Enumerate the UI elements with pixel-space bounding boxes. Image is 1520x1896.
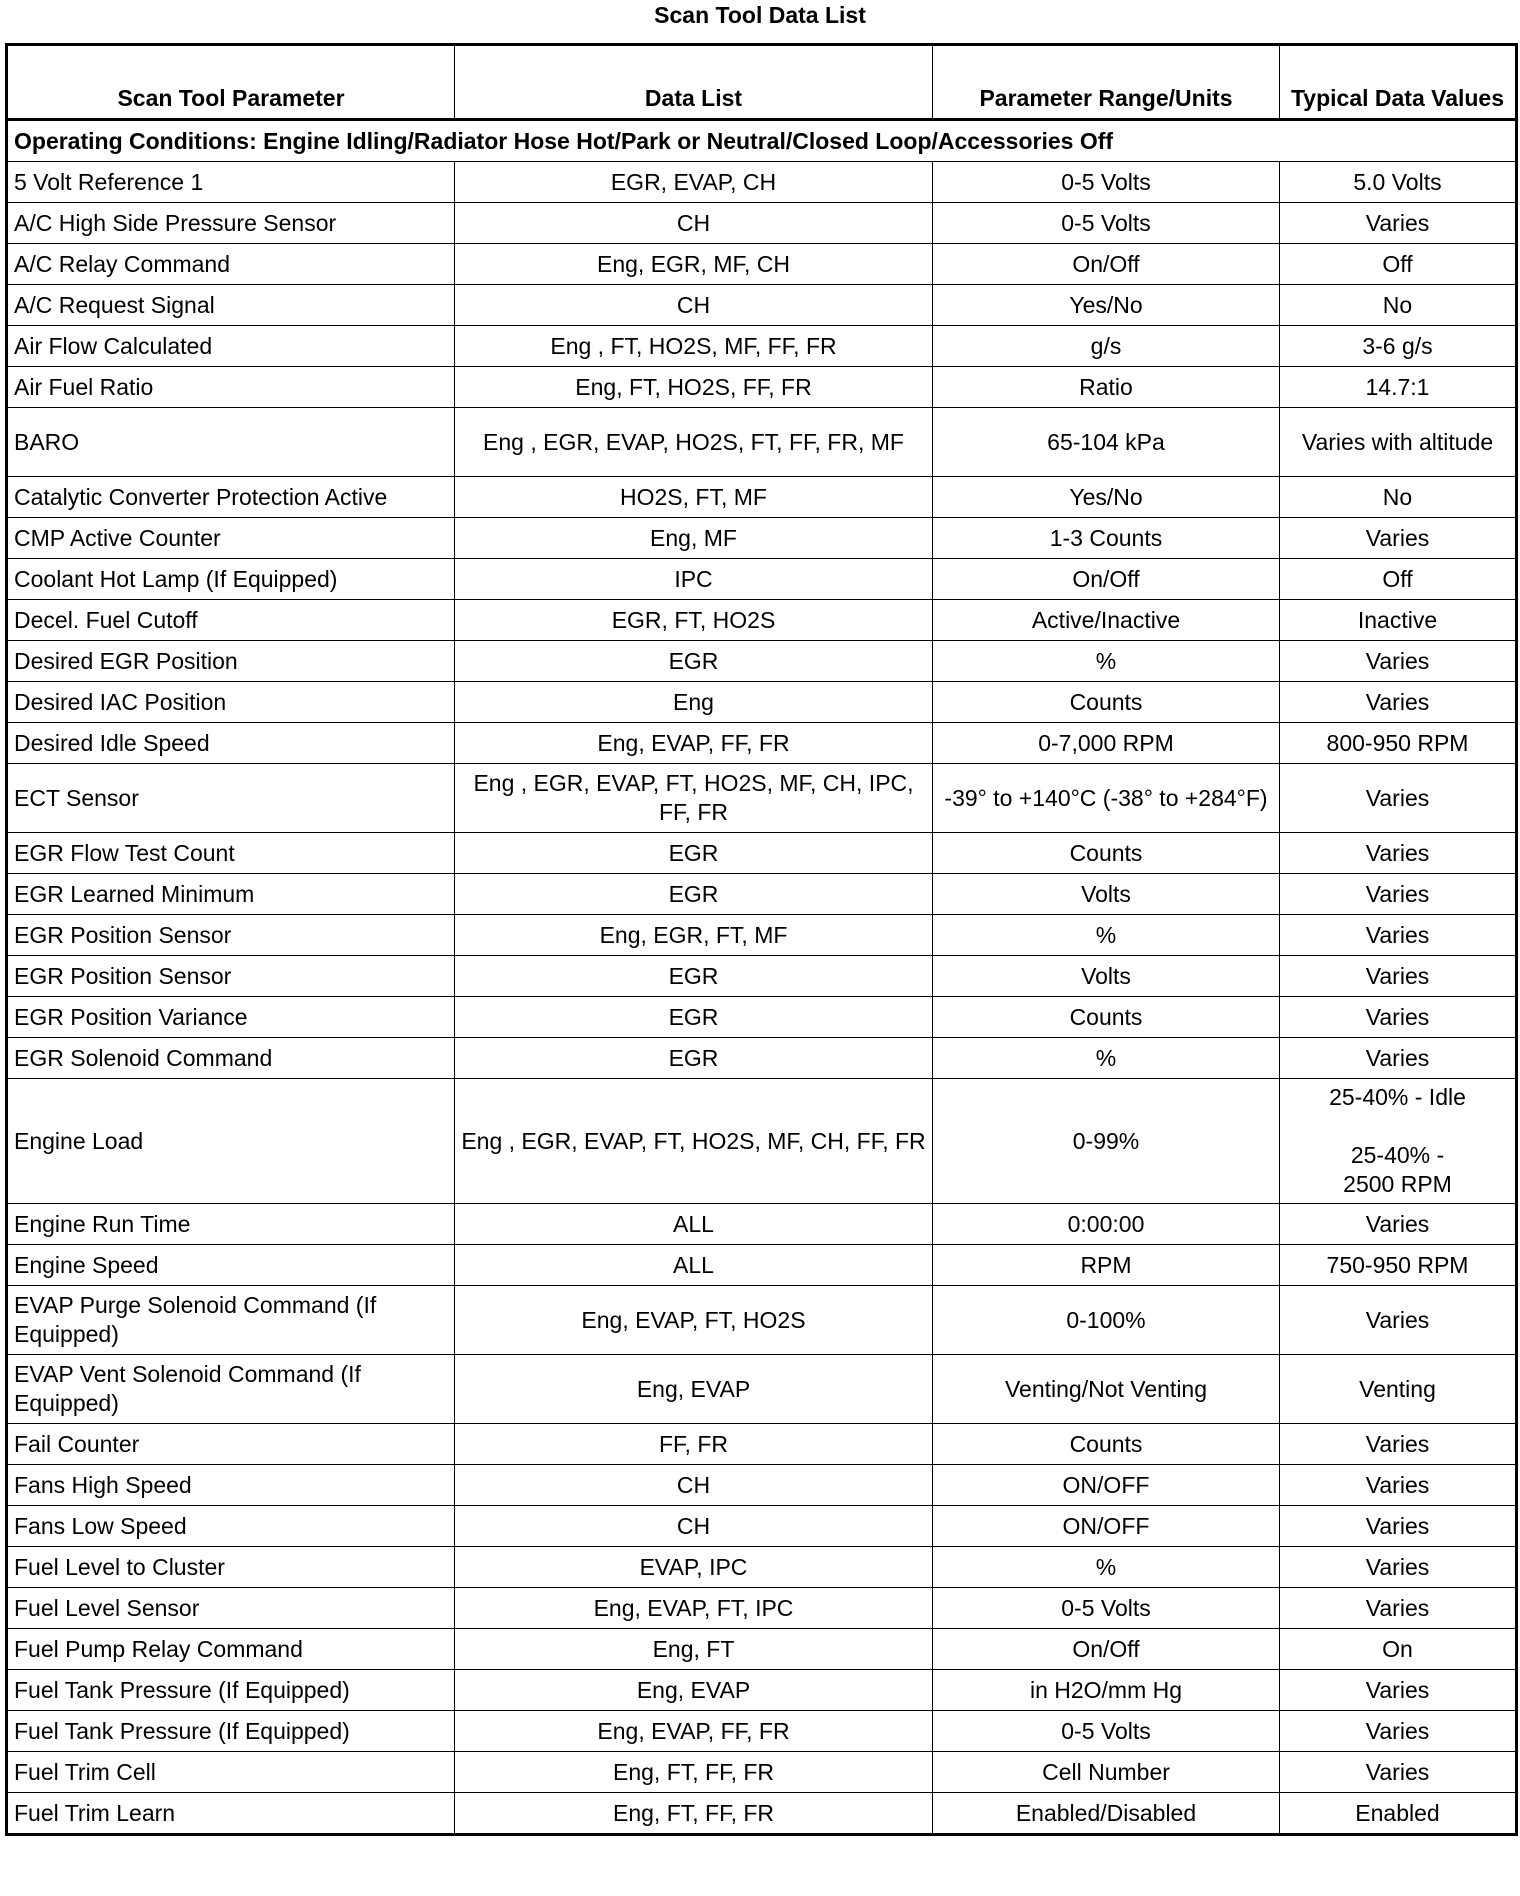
typical-value-line: 25-40% - <box>1350 1142 1445 1168</box>
data-list-cell: Eng, EVAP, FF, FR <box>455 723 933 764</box>
data-list-cell: EGR <box>455 874 933 915</box>
typical-value-cell: Varies <box>1280 682 1517 723</box>
data-list-cell: EGR <box>455 1038 933 1079</box>
table-row <box>7 559 1517 600</box>
column-header-range-units: Parameter Range/Units <box>933 45 1280 120</box>
data-list-cell: Eng , EGR, EVAP, HO2S, FT, FF, FR, MF <box>455 408 933 477</box>
typical-value-cell: Varies <box>1280 1752 1517 1793</box>
typical-value-cell: Varies with altitude <box>1280 408 1517 477</box>
table-row <box>7 244 1517 285</box>
data-list-cell: Eng , EGR, EVAP, FT, HO2S, MF, CH, FF, FR <box>455 1079 933 1204</box>
data-list-cell: Eng, FT, FF, FR <box>455 1752 933 1793</box>
header-row <box>7 45 1517 120</box>
range-units-cell: 0-100% <box>933 1286 1280 1355</box>
parameter-cell: A/C Request Signal <box>7 285 455 326</box>
range-units-cell: Counts <box>933 1424 1280 1465</box>
typical-value-cell: Varies <box>1280 997 1517 1038</box>
typical-value-cell: 5.0 Volts <box>1280 162 1517 203</box>
parameter-cell: Fans Low Speed <box>7 1506 455 1547</box>
typical-value-cell: Varies <box>1280 1286 1517 1355</box>
parameter-cell: Fuel Level to Cluster <box>7 1547 455 1588</box>
range-units-cell: Venting/Not Venting <box>933 1355 1280 1424</box>
data-list-cell: EVAP, IPC <box>455 1547 933 1588</box>
parameter-cell: Engine Speed <box>7 1245 455 1286</box>
table-row <box>7 1588 1517 1629</box>
table-row <box>7 162 1517 203</box>
typical-value-line: 2500 RPM <box>1343 1171 1452 1197</box>
parameter-cell: ECT Sensor <box>7 764 455 833</box>
parameter-cell: EGR Position Variance <box>7 997 455 1038</box>
typical-value-cell: Varies <box>1280 915 1517 956</box>
parameter-cell: BARO <box>7 408 455 477</box>
table-body <box>7 120 1517 1835</box>
parameter-cell: Desired Idle Speed <box>7 723 455 764</box>
data-list-cell: Eng, EGR, FT, MF <box>455 915 933 956</box>
range-units-cell: On/Off <box>933 244 1280 285</box>
column-header-data-list: Data List <box>455 45 933 120</box>
data-list-cell: EGR <box>455 997 933 1038</box>
parameter-cell: Fuel Level Sensor <box>7 1588 455 1629</box>
table-row <box>7 833 1517 874</box>
parameter-cell: EVAP Vent Solenoid Command (If Equipped) <box>7 1355 455 1424</box>
table-row <box>7 1038 1517 1079</box>
range-units-cell: Active/Inactive <box>933 600 1280 641</box>
range-units-cell: -39° to +140°C (-38° to +284°F) <box>933 764 1280 833</box>
data-list-cell: Eng, EVAP <box>455 1670 933 1711</box>
parameter-cell: A/C Relay Command <box>7 244 455 285</box>
data-list-cell: CH <box>455 1506 933 1547</box>
range-units-cell: 0:00:00 <box>933 1204 1280 1245</box>
data-list-cell: EGR <box>455 833 933 874</box>
table-row <box>7 1424 1517 1465</box>
table-row <box>7 1793 1517 1835</box>
parameter-cell: EGR Flow Test Count <box>7 833 455 874</box>
data-list-cell: EGR <box>455 641 933 682</box>
range-units-cell: RPM <box>933 1245 1280 1286</box>
data-list-cell: ALL <box>455 1245 933 1286</box>
range-units-cell: Counts <box>933 997 1280 1038</box>
range-units-cell: Ratio <box>933 367 1280 408</box>
typical-value-cell: 800-950 RPM <box>1280 723 1517 764</box>
range-units-cell: Volts <box>933 956 1280 997</box>
parameter-cell: Fans High Speed <box>7 1465 455 1506</box>
table-row <box>7 600 1517 641</box>
table-row <box>7 477 1517 518</box>
typical-value-cell: Varies <box>1280 641 1517 682</box>
data-list-cell: Eng, FT <box>455 1629 933 1670</box>
parameter-cell: Engine Load <box>7 1079 455 1204</box>
typical-value-cell: Varies <box>1280 518 1517 559</box>
table-row <box>7 367 1517 408</box>
range-units-cell: 0-5 Volts <box>933 1588 1280 1629</box>
range-units-cell: g/s <box>933 326 1280 367</box>
data-list-cell: Eng , FT, HO2S, MF, FF, FR <box>455 326 933 367</box>
range-units-cell: 1-3 Counts <box>933 518 1280 559</box>
typical-value-cell: Varies <box>1280 1588 1517 1629</box>
range-units-cell: Counts <box>933 833 1280 874</box>
table-row <box>7 1465 1517 1506</box>
data-list-cell: Eng, EVAP <box>455 1355 933 1424</box>
typical-value-cell: Off <box>1280 244 1517 285</box>
typical-value-cell: Varies <box>1280 1506 1517 1547</box>
parameter-cell: EVAP Purge Solenoid Command (If Equipped) <box>7 1286 455 1355</box>
data-list-cell: CH <box>455 285 933 326</box>
range-units-cell: 0-5 Volts <box>933 162 1280 203</box>
typical-value-cell: No <box>1280 477 1517 518</box>
table-row <box>7 764 1517 833</box>
document-title: Scan Tool Data List <box>654 2 866 28</box>
range-units-cell: in H2O/mm Hg <box>933 1670 1280 1711</box>
typical-value-cell: 750-950 RPM <box>1280 1245 1517 1286</box>
parameter-cell: Fuel Tank Pressure (If Equipped) <box>7 1670 455 1711</box>
range-units-cell: ON/OFF <box>933 1465 1280 1506</box>
range-units-cell: Counts <box>933 682 1280 723</box>
range-units-cell: % <box>933 1038 1280 1079</box>
range-units-cell: Yes/No <box>933 477 1280 518</box>
parameter-cell: Desired EGR Position <box>7 641 455 682</box>
parameter-cell: Fail Counter <box>7 1424 455 1465</box>
data-list-cell: Eng, MF <box>455 518 933 559</box>
data-list-cell: Eng, FT, FF, FR <box>455 1793 933 1835</box>
table-row <box>7 641 1517 682</box>
parameter-cell: A/C High Side Pressure Sensor <box>7 203 455 244</box>
table-row <box>7 915 1517 956</box>
typical-value-cell: Varies <box>1280 1038 1517 1079</box>
range-units-cell: Enabled/Disabled <box>933 1793 1280 1835</box>
data-list-cell: Eng <box>455 682 933 723</box>
table-row <box>7 1629 1517 1670</box>
table-row <box>7 1204 1517 1245</box>
table-row <box>7 874 1517 915</box>
typical-value-cell: Varies <box>1280 833 1517 874</box>
table-row <box>7 1752 1517 1793</box>
data-list-cell: EGR <box>455 956 933 997</box>
range-units-cell: 0-5 Volts <box>933 1711 1280 1752</box>
table-row <box>7 723 1517 764</box>
typical-value-cell: Inactive <box>1280 600 1517 641</box>
data-list-cell: FF, FR <box>455 1424 933 1465</box>
range-units-cell: Cell Number <box>933 1752 1280 1793</box>
data-list-cell: Eng, EVAP, FT, HO2S <box>455 1286 933 1355</box>
range-units-cell: % <box>933 915 1280 956</box>
parameter-cell: Fuel Trim Cell <box>7 1752 455 1793</box>
range-units-cell: 0-5 Volts <box>933 203 1280 244</box>
table-row <box>7 1286 1517 1355</box>
table-row <box>7 285 1517 326</box>
table-row <box>7 1711 1517 1752</box>
range-units-cell: ON/OFF <box>933 1506 1280 1547</box>
typical-value-line: 25-40% - Idle <box>1329 1084 1466 1110</box>
typical-value-cell: 3-6 g/s <box>1280 326 1517 367</box>
parameter-cell: Fuel Pump Relay Command <box>7 1629 455 1670</box>
parameter-cell: Desired IAC Position <box>7 682 455 723</box>
parameter-cell: Decel. Fuel Cutoff <box>7 600 455 641</box>
typical-value-cell: Varies <box>1280 764 1517 833</box>
parameter-cell: Air Flow Calculated <box>7 326 455 367</box>
typical-value-cell: Varies <box>1280 203 1517 244</box>
parameter-cell: Fuel Tank Pressure (If Equipped) <box>7 1711 455 1752</box>
section-row <box>7 120 1517 162</box>
data-list-cell: Eng, EGR, MF, CH <box>455 244 933 285</box>
typical-value-cell: Varies <box>1280 1711 1517 1752</box>
table-row <box>7 203 1517 244</box>
data-list-cell: EGR, EVAP, CH <box>455 162 933 203</box>
data-list-cell: ALL <box>455 1204 933 1245</box>
typical-value-cell: Varies <box>1280 1465 1517 1506</box>
range-units-cell: Yes/No <box>933 285 1280 326</box>
data-list-cell: HO2S, FT, MF <box>455 477 933 518</box>
range-units-cell: 0-7,000 RPM <box>933 723 1280 764</box>
typical-value-cell: On <box>1280 1629 1517 1670</box>
data-list-cell: IPC <box>455 559 933 600</box>
parameter-cell: EGR Learned Minimum <box>7 874 455 915</box>
range-units-cell: 0-99% <box>933 1079 1280 1204</box>
parameter-cell: Fuel Trim Learn <box>7 1793 455 1835</box>
data-list-cell: CH <box>455 203 933 244</box>
table-row <box>7 682 1517 723</box>
typical-value-cell: Off <box>1280 559 1517 600</box>
data-list-cell: Eng , EGR, EVAP, FT, HO2S, MF, CH, IPC, FF, FR <box>455 764 933 833</box>
table-row <box>7 1670 1517 1711</box>
data-list-cell: Eng, EVAP, FF, FR <box>455 1711 933 1752</box>
table-row <box>7 1245 1517 1286</box>
typical-value-cell <box>1280 1079 1517 1204</box>
typical-value-cell: 14.7:1 <box>1280 367 1517 408</box>
typical-value-cell: Enabled <box>1280 1793 1517 1835</box>
range-units-cell: % <box>933 641 1280 682</box>
range-units-cell: % <box>933 1547 1280 1588</box>
table-row <box>7 408 1517 477</box>
data-list-cell: Eng, FT, HO2S, FF, FR <box>455 367 933 408</box>
parameter-cell: CMP Active Counter <box>7 518 455 559</box>
parameter-cell: Coolant Hot Lamp (If Equipped) <box>7 559 455 600</box>
scan-tool-data-table <box>5 43 1518 1836</box>
parameter-cell: EGR Position Sensor <box>7 915 455 956</box>
column-header-typical-values: Typical Data Values <box>1280 45 1517 120</box>
data-list-cell: Eng, EVAP, FT, IPC <box>455 1588 933 1629</box>
typical-value-cell: Varies <box>1280 1547 1517 1588</box>
table-row <box>7 1355 1517 1424</box>
range-units-cell: On/Off <box>933 559 1280 600</box>
table-row <box>7 997 1517 1038</box>
typical-value-cell: Varies <box>1280 1424 1517 1465</box>
data-list-cell: EGR, FT, HO2S <box>455 600 933 641</box>
table-row <box>7 518 1517 559</box>
range-units-cell: 65-104 kPa <box>933 408 1280 477</box>
table-row <box>7 1079 1517 1204</box>
parameter-cell: Catalytic Converter Protection Active <box>7 477 455 518</box>
table-row <box>7 956 1517 997</box>
operating-conditions-label: Operating Conditions: Engine Idling/Radiator Hose Hot/Park or Neutral/Closed Loop/Accessories Off <box>7 120 1517 162</box>
typical-value-cell: Varies <box>1280 956 1517 997</box>
table-row <box>7 1506 1517 1547</box>
table-row <box>7 326 1517 367</box>
typical-value-cell: Varies <box>1280 1670 1517 1711</box>
column-header-parameter: Scan Tool Parameter <box>7 45 455 120</box>
parameter-cell: Engine Run Time <box>7 1204 455 1245</box>
table-row <box>7 1547 1517 1588</box>
range-units-cell: On/Off <box>933 1629 1280 1670</box>
typical-value-line <box>1286 1112 1509 1141</box>
typical-value-cell: No <box>1280 285 1517 326</box>
parameter-cell: 5 Volt Reference 1 <box>7 162 455 203</box>
parameter-cell: EGR Solenoid Command <box>7 1038 455 1079</box>
typical-value-cell: Venting <box>1280 1355 1517 1424</box>
typical-value-cell: Varies <box>1280 1204 1517 1245</box>
parameter-cell: EGR Position Sensor <box>7 956 455 997</box>
typical-value-cell: Varies <box>1280 874 1517 915</box>
data-list-cell: CH <box>455 1465 933 1506</box>
parameter-cell: Air Fuel Ratio <box>7 367 455 408</box>
range-units-cell: Volts <box>933 874 1280 915</box>
